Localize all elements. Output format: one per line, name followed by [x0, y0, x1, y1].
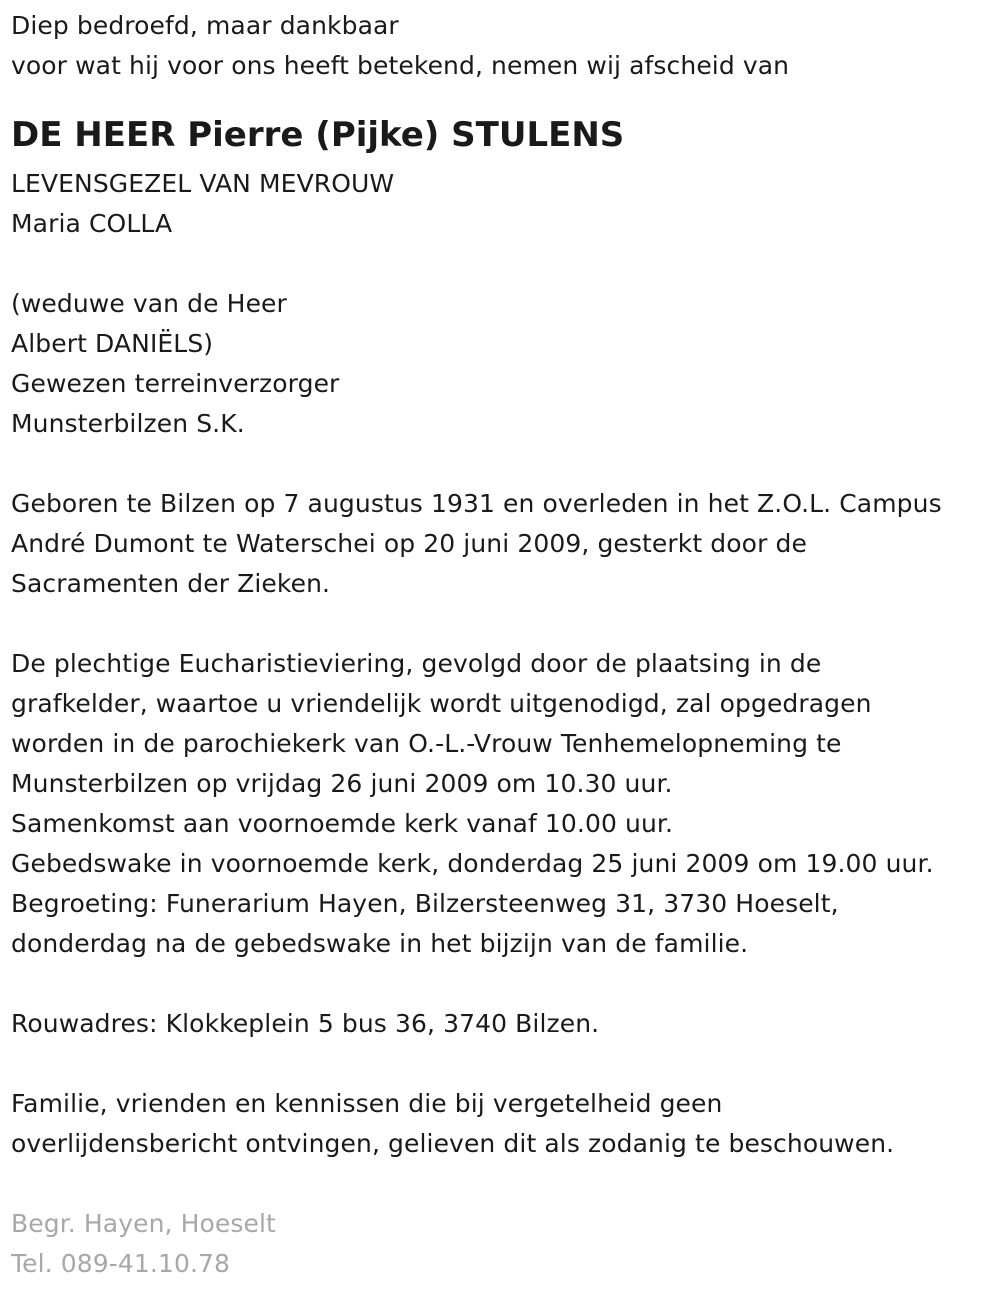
details-line: (weduwe van de Heer — [11, 289, 287, 318]
ceremony-line: Munsterbilzen op vrijdag 26 juni 2009 om 10.30 uur. — [11, 769, 673, 798]
ceremony-line: De plechtige Eucharistieviering, gevolgd door de plaatsing in de — [11, 649, 822, 678]
mourning-address: Rouwadres: Klokkeplein 5 bus 36, 3740 Bilzen. — [11, 1009, 600, 1038]
details-line: Munsterbilzen S.K. — [11, 409, 245, 438]
ceremony-section — [11, 644, 991, 964]
spacer — [11, 244, 991, 284]
ceremony-line: Begroeting: Funerarium Hayen, Bilzersteenweg 31, 3730 Hoeselt, — [11, 889, 839, 918]
spacer — [11, 1044, 991, 1084]
spacer — [11, 964, 991, 1004]
ceremony-line: donderdag na de gebedswake in het bijzijn van de familie. — [11, 929, 749, 958]
obituary-notice — [11, 6, 991, 1284]
birth-death-line: Geboren te Bilzen op 7 augustus 1931 en overleden in het Z.O.L. Campus — [11, 489, 942, 518]
partner-section — [11, 164, 991, 244]
ceremony-line: Samenkomst aan voornoemde kerk vanaf 10.00 uur. — [11, 809, 674, 838]
birth-death-line: Sacramenten der Zieken. — [11, 569, 331, 598]
ceremony-line: worden in de parochiekerk van O.-L.-Vrouw Tenhemelopneming te — [11, 729, 842, 758]
details-line: Gewezen terreinverzorger — [11, 369, 340, 398]
deceased-name: DE HEER Pierre (Pijke) STULENS — [11, 115, 625, 155]
footer-phone: Tel. 089-41.10.78 — [11, 1249, 231, 1278]
partner-line: LEVENSGEZEL VAN MEVROUW — [11, 169, 395, 198]
spacer — [11, 1164, 991, 1204]
notice-line: Familie, vrienden en kennissen die bij vergetelheid geen — [11, 1089, 723, 1118]
spacer — [11, 604, 991, 644]
notice-section — [11, 1084, 991, 1164]
details-line: Albert DANIËLS) — [11, 329, 214, 358]
details-section — [11, 284, 991, 444]
funeral-home-footer — [11, 1204, 991, 1284]
footer-line: Begr. Hayen, Hoeselt — [11, 1209, 276, 1238]
intro-section — [11, 6, 991, 86]
birth-death-line: André Dumont te Waterschei op 20 juni 2009, gesterkt door de — [11, 529, 807, 558]
spacer — [11, 444, 991, 484]
notice-line: overlijdensbericht ontvingen, gelieven dit als zodanig te beschouwen. — [11, 1129, 895, 1158]
intro-line: Diep bedroefd, maar dankbaar — [11, 11, 399, 40]
spacer — [11, 86, 991, 104]
ceremony-line: Gebedswake in voornoemde kerk, donderdag 25 juni 2009 om 19.00 uur. — [11, 849, 934, 878]
birth-death-section — [11, 484, 991, 604]
intro-line: voor wat hij voor ons heeft betekend, nemen wij afscheid van — [11, 51, 790, 80]
partner-line: Maria COLLA — [11, 209, 173, 238]
ceremony-line: grafkelder, waartoe u vriendelijk wordt uitgenodigd, zal opgedragen — [11, 689, 872, 718]
